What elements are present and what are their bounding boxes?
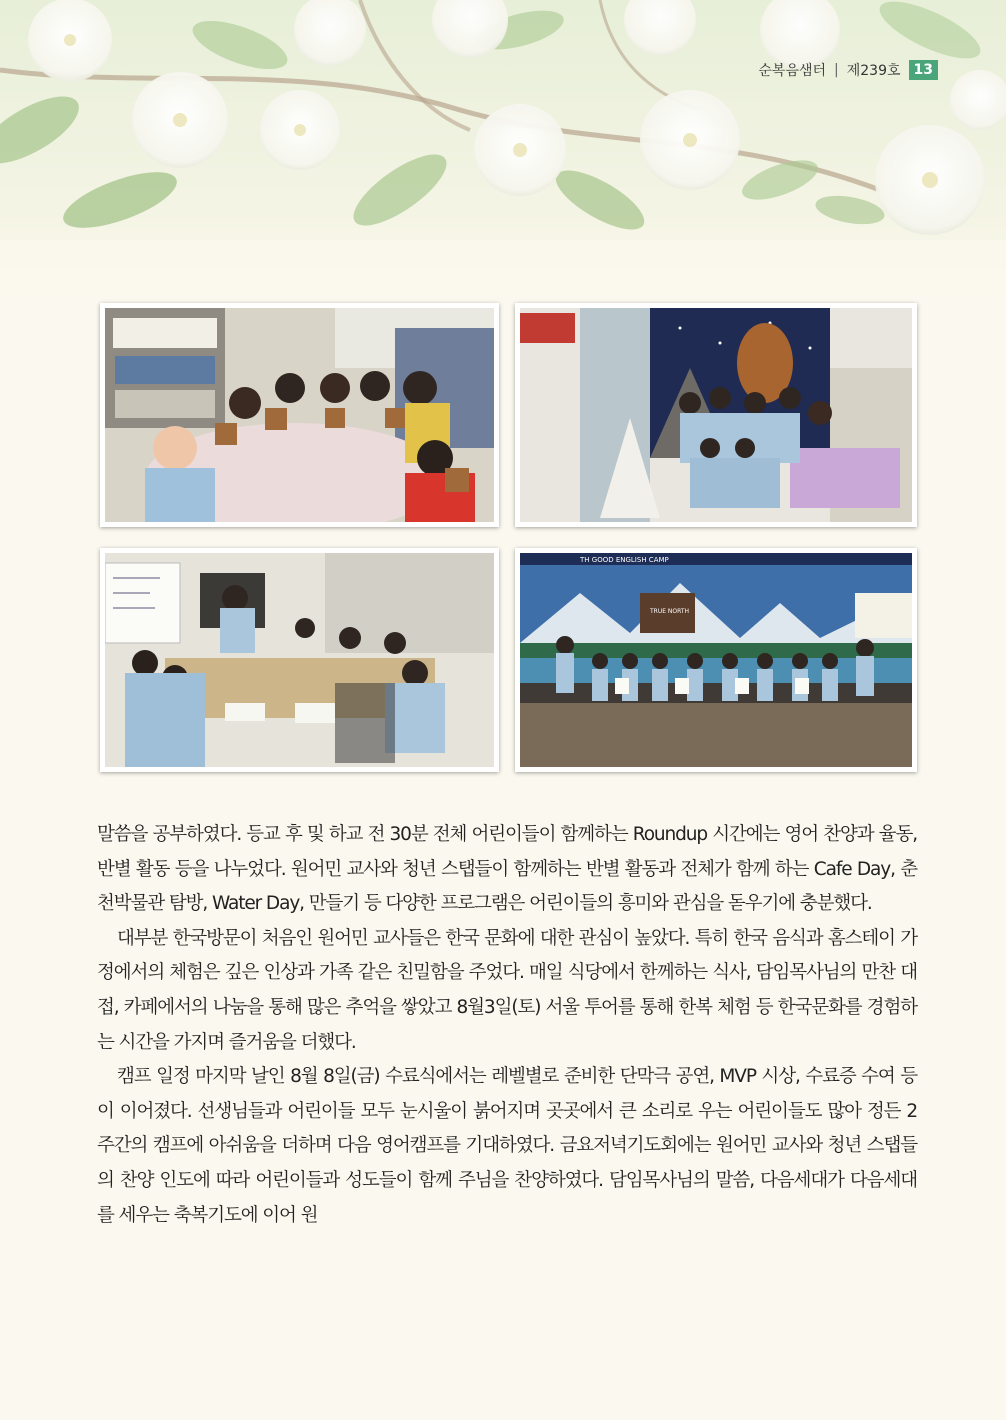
article-body [97,818,917,1233]
article-paragraph-2: 대부분 한국방문이 처음인 원어민 교사들은 한국 문화에 대한 관심이 높았다. 특히 한국 음식과 홈스테이 가정에서의 체험은 깊은 인상과 가족 같은 친밀함을 주었다. 매일 식당에서 한께하는 식사, 담임목사님의 만찬 대접, 카페에서의 나눔을 통해 많은 추억을 쌓았고 8월3일(토) 서울 투어를 통해 한복 체험 등 한국문화를 경험하는 시간을 가지며 즐거움을 더했다. [97,927,917,1053]
article-paragraph-3: 캠프 일정 마지막 날인 8월 8일(금) 수료식에서는 레벨별로 준비한 단막극 공연, MVP 시상, 수료증 수여 등이 이어졌다. 선생님들과 어린이들 모두 눈시울이 붉어지며 곳곳에서 큰 소리로 우는 어린이들도 많아 정든 2주간의 캠프에 아쉬움을 더하며 다음 영어캠프를 기대하였다. 금요저녁기도회에는 원어민 교사와 청년 스탭들의 찬양 인도에 따라 어린이들과 성도들이 함께 주님을 찬양하였다. 담임목사님의 말씀, 다음세대가 다음세대를 세우는 축복기도에 이어 원 [97,1066,917,1226]
camp-banner-text: TH GOOD ENGLISH CAMP [580,556,669,564]
page-header [758,60,938,80]
issue-number: 제239호 [846,63,901,79]
classroom-cookies-photo [100,303,499,527]
tent-bear-backdrop-photo [515,303,917,527]
section-title: 순복음샘터 [758,63,827,79]
camp-stage-certificates-photo [515,548,917,772]
floral-background-decoration [0,0,1006,300]
article-paragraph-1: 말씀을 공부하였다. 등교 후 및 하교 전 30분 전체 어린이들이 함께하는 Roundup 시간에는 영어 찬양과 율동, 반별 활동 등을 나누었다. 원어민 교사와 청년 스탭들이 함께하는 반별 활동과 전체가 함께 하는 Cafe Day, 춘천박물관 탐방, Water Day, 만들기 등 다양한 프로그램은 어린이들의 흥미와 관심을 돋우기에 충분했다. [97,824,917,915]
classroom-lesson-photo [100,548,499,772]
page-number: 13 [909,60,938,80]
header-separator: | [834,62,839,78]
north-sign-text: TRUE NORTH [650,608,690,615]
